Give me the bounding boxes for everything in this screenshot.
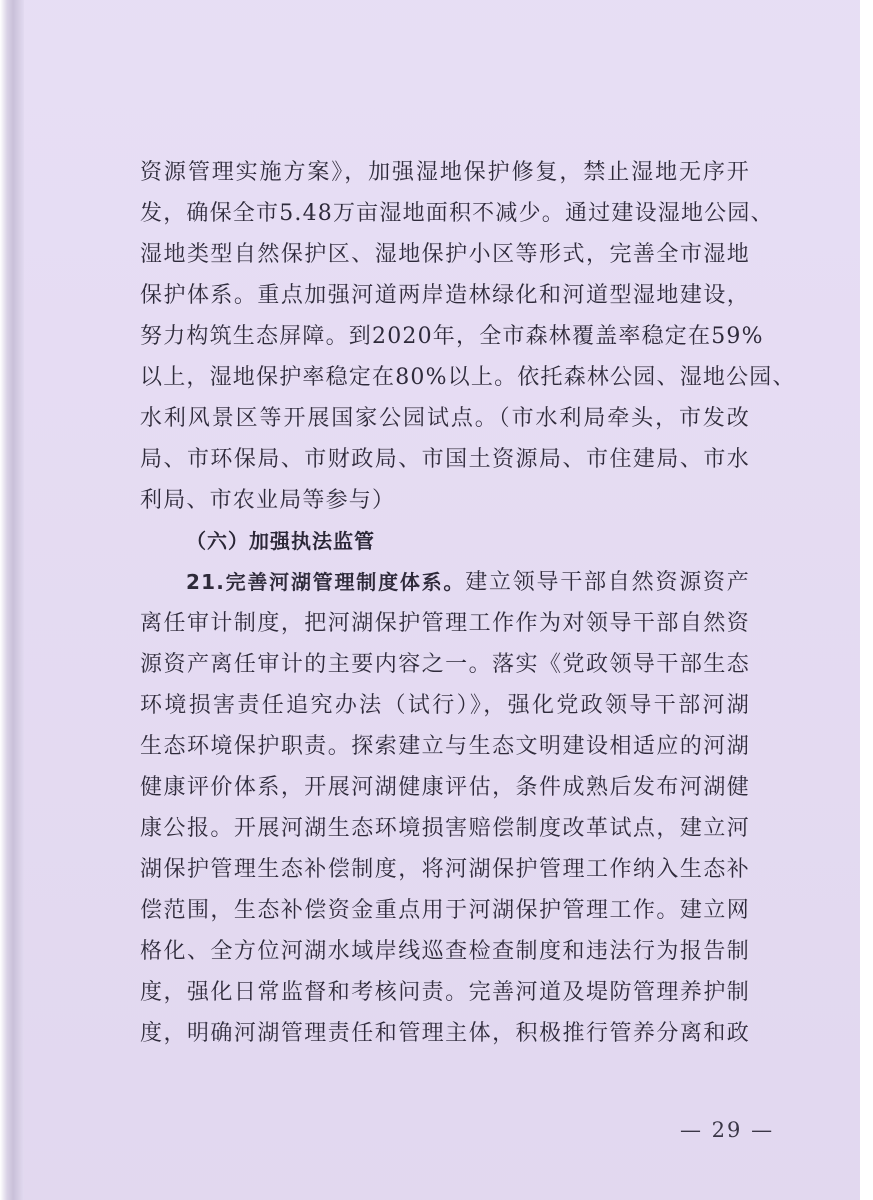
section-heading: （六）加强执法监管 xyxy=(186,529,375,553)
document-body xyxy=(140,152,796,1054)
paragraph-2-line: 偿范围，生态补偿资金重点用于河湖保护管理工作。建立网 xyxy=(140,898,750,923)
paragraph-2-line: 度，明确河湖管理责任和管理主体，积极推行管养分离和政 xyxy=(140,1021,750,1046)
paragraph-2-title: 21.完善河湖管理制度体系。 xyxy=(186,570,466,594)
paragraph-1-line: 水利风景区等开展国家公园试点。（市水利局牵头，市发改 xyxy=(140,406,750,431)
paragraph-2-line: 康公报。开展河湖生态环境损害赔偿制度改革试点，建立河 xyxy=(140,816,750,841)
paragraph-2-line: 湖保护管理生态补偿制度，将河湖保护管理工作纳入生态补 xyxy=(140,857,750,882)
paragraph-2-first-line xyxy=(140,562,750,603)
paragraph-2-line: 健康评价体系，开展河湖健康评估，条件成熟后发布河湖健 xyxy=(140,775,750,800)
paragraph-1-line: 利局、市农业局等参与） xyxy=(140,488,396,513)
paragraph-1-line: 以上，湿地保护率稳定在80%以上。依托森林公园、湿地公园、 xyxy=(140,365,796,390)
paragraph-2-line: 生态环境保护职责。探索建立与生态文明建设相适应的河湖 xyxy=(140,734,750,759)
paragraph-1-line: 努力构筑生态屏障。到2020年，全市森林覆盖率稳定在59% xyxy=(140,324,764,349)
paragraph-1-line: 保护体系。重点加强河道两岸造林绿化和河道型湿地建设， xyxy=(140,283,750,308)
paragraph-1-line: 局、市环保局、市财政局、市国土资源局、市住建局、市水 xyxy=(140,447,750,472)
paragraph-1-line: 发，确保全市5.48万亩湿地面积不减少。通过建设湿地公园、 xyxy=(140,201,774,226)
paragraph-1-line: 资源管理实施方案》，加强湿地保护修复，禁止湿地无序开 xyxy=(140,160,750,185)
paragraph-1-line: 湿地类型自然保护区、湿地保护小区等形式，完善全市湿地 xyxy=(140,242,750,267)
page-number: — 29 — xyxy=(680,1118,775,1142)
binding-edge xyxy=(0,0,24,1200)
paragraph-2-first-line-text: 建立领导干部自然资源资产 xyxy=(465,570,750,595)
paragraph-2-line: 环境损害责任追究办法（试行）》，强化党政领导干部河湖 xyxy=(140,693,750,718)
paragraph-2-line: 源资产离任审计的主要内容之一。落实《党政领导干部生态 xyxy=(140,652,750,677)
paragraph-2-line: 离任审计制度，把河湖保护管理工作作为对领导干部自然资 xyxy=(140,611,750,636)
paragraph-2-line: 格化、全方位河湖水域岸线巡查检查制度和违法行为报告制 xyxy=(140,939,750,964)
paragraph-2-line: 度，强化日常监督和考核问责。完善河道及堤防管理养护制 xyxy=(140,980,750,1005)
